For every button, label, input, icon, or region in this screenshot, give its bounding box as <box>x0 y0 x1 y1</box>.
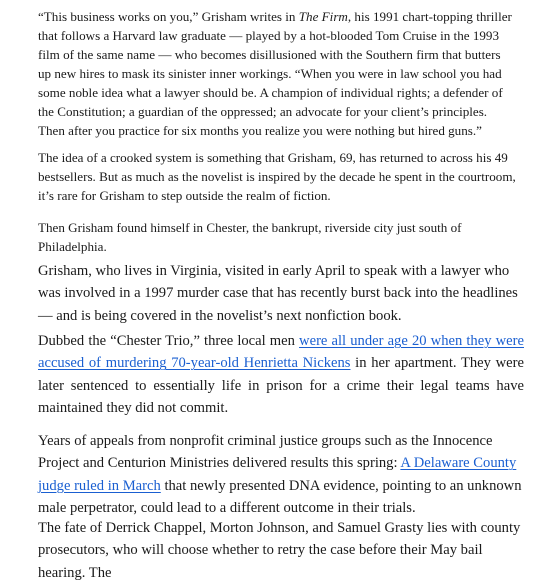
book-title-the-firm: The Firm <box>298 9 348 24</box>
link-accused-of-murdering[interactable]: were all under age 20 when they were accused of murdering 70-year-old Henrietta Nickens <box>38 333 524 372</box>
paragraph-appeals <box>38 430 524 520</box>
p1-text-before: “This business works on you,” Grisham writes in <box>38 9 299 24</box>
paragraph-fate-of-defendants: The fate of Derrick Chappel, Morton Johnson, and Samuel Grasty lies with county prosecutors, who will choose whether to retry the case before their May bail hearing. The <box>38 520 521 581</box>
p1-text-after: , his 1991 chart-topping thriller that follows a Harvard law graduate — played by a hot-blooded Tom Cruise in the 1993 film of the same name — who becomes disillusioned with the Southern firm that butters up new hires to mask its sinister inner workings. “When you were in law school you had some noble idea what a lawyer should be. A champion of individual rights; a defender of the Constitution; a guardian of the oppressed; an advocate for your client’s principles. Then after you practice for six months you realize you were nothing but hired guns.” <box>38 9 512 138</box>
p5-text-before: Dubbed the “Chester Trio,” three local men <box>38 333 300 349</box>
paragraph-chester-trio <box>38 330 524 420</box>
p6-text-before: Years of appeals from nonprofit criminal justice groups such as the Innocence Project and Centurion Ministries delivered results this spring: <box>38 433 493 472</box>
paragraph-grisham-visit: Grisham, who lives in Virginia, visited in early April to speak with a lawyer who was involved in a 1997 murder case that has recently burst back into the headlines — and is being covered in the novelist’s next nonfiction book. <box>38 263 518 324</box>
paragraph-crooked-system: The idea of a crooked system is something that Grisham, 69, has returned to across his 49 bestsellers. But as much as the novelist is inspired by the decade he spent in the courtroom, it’s rare for Grisham to step outside the realm of fiction. <box>38 150 516 203</box>
link-delaware-county-judge-ruled[interactable]: A Delaware County judge ruled in March <box>38 455 517 494</box>
p6-text-after: that newly presented DNA evidence, pointing to an unknown male perpetrator, could lead to a different outcome in their trials. <box>38 477 522 517</box>
p5-text-after: in her apartment. They were later sentenced to essentially life in prison for a crime their legal teams have maintained they did not commit. <box>38 355 524 417</box>
paragraph-the-firm-quote <box>38 7 516 140</box>
paragraph-chester-intro: Then Grisham found himself in Chester, the bankrupt, riverside city just south of Philadelphia. <box>38 220 462 254</box>
